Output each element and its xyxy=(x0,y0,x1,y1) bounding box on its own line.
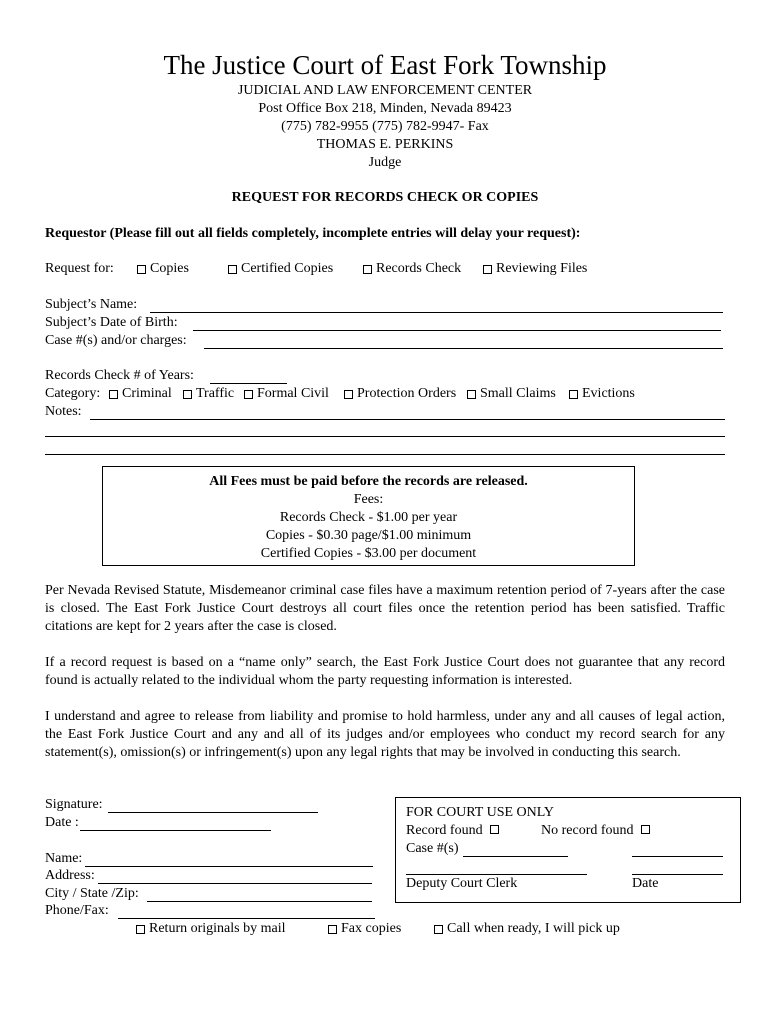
category-small-claims[interactable]: Small Claims xyxy=(467,386,556,402)
subject-dob-label: Subject’s Date of Birth: xyxy=(45,315,178,330)
request-option-records-check[interactable]: Records Check xyxy=(363,261,461,277)
form-heading: REQUEST FOR RECORDS CHECK OR COPIES xyxy=(231,190,539,205)
court-case-field[interactable] xyxy=(463,856,568,857)
date-label: Date : xyxy=(45,815,79,830)
signature-field[interactable] xyxy=(108,812,318,813)
deputy-signature-line[interactable] xyxy=(406,874,587,875)
record-found-option[interactable]: Record found xyxy=(406,823,503,839)
center-name: JUDICIAL AND LAW ENFORCEMENT CENTER xyxy=(237,83,533,98)
address-field[interactable] xyxy=(98,883,372,884)
request-option-reviewing-files[interactable]: Reviewing Files xyxy=(483,261,587,277)
checkbox[interactable] xyxy=(467,390,476,399)
checkbox[interactable] xyxy=(483,265,492,274)
category-traffic[interactable]: Traffic xyxy=(183,386,234,402)
date-field[interactable] xyxy=(80,830,271,831)
request-option-certified-copies[interactable]: Certified Copies xyxy=(228,261,333,277)
category-formal-civil[interactable]: Formal Civil xyxy=(244,386,329,402)
city-label: City / State /Zip: xyxy=(45,886,139,901)
subject-dob-field[interactable] xyxy=(193,330,721,331)
signature-label: Signature: xyxy=(45,797,103,812)
fee-records-check: Records Check - $1.00 per year xyxy=(279,510,458,525)
judge-name: THOMAS E. PERKINS xyxy=(316,137,454,152)
category-label: Category: xyxy=(45,386,101,401)
retention-paragraph: Per Nevada Revised Statute, Misdemeanor criminal case files have a maximum retention period of 7-years after the case is closed. The East Fork Justice Court destroys all court files once the retention period has been satisfied. Traffic citations are kept for 2 years after the case is closed. xyxy=(45,583,725,634)
checkbox[interactable] xyxy=(490,825,499,834)
checkbox[interactable] xyxy=(136,925,145,934)
checkbox[interactable] xyxy=(434,925,443,934)
request-option-copies[interactable]: Copies xyxy=(137,261,189,277)
court-date-label: Date xyxy=(632,876,659,891)
phone-label: Phone/Fax: xyxy=(45,903,109,918)
checkbox[interactable] xyxy=(228,265,237,274)
case-label: Case #(s) and/or charges: xyxy=(45,333,187,348)
name-label: Name: xyxy=(45,851,83,866)
fees-heading: All Fees must be paid before the records are released. xyxy=(209,474,528,489)
checkbox[interactable] xyxy=(569,390,578,399)
court-use-title: FOR COURT USE ONLY xyxy=(406,805,555,820)
checkbox[interactable] xyxy=(183,390,192,399)
delivery-fax-copies[interactable]: Fax copies xyxy=(328,921,401,937)
checkbox[interactable] xyxy=(363,265,372,274)
records-years-label: Records Check # of Years: xyxy=(45,368,194,383)
delivery-return-by-mail[interactable]: Return originals by mail xyxy=(136,921,285,937)
category-protection-orders[interactable]: Protection Orders xyxy=(344,386,456,402)
court-date-line[interactable] xyxy=(632,874,723,875)
deputy-label: Deputy Court Clerk xyxy=(406,876,518,891)
release-paragraph: I understand and agree to release from liability and promise to hold harmless, under any and all causes of legal action, the East Fork Justice Court and any and all of its judges and/or employees who conduct my record search for any statement(s), omission(s) or infringement(s) upon any legal rights that may be involved in conducting this search. xyxy=(45,709,725,760)
checkbox[interactable] xyxy=(137,265,146,274)
notes-line-3[interactable] xyxy=(45,454,725,455)
court-use-box xyxy=(395,797,741,903)
subject-name-label: Subject’s Name: xyxy=(45,297,138,312)
judge-title: Judge xyxy=(368,155,402,170)
checkbox[interactable] xyxy=(109,390,118,399)
city-field[interactable] xyxy=(147,901,372,902)
court-case-field-2[interactable] xyxy=(632,856,723,857)
fee-certified-copies: Certified Copies - $3.00 per document xyxy=(260,546,477,561)
fee-copies: Copies - $0.30 page/$1.00 minimum xyxy=(265,528,472,543)
records-years-field[interactable] xyxy=(210,383,287,384)
requestor-instructions: Requestor (Please fill out all fields completely, incomplete entries will delay your request): xyxy=(45,226,581,241)
checkbox[interactable] xyxy=(244,390,253,399)
notes-line-1[interactable] xyxy=(90,419,725,420)
case-field[interactable] xyxy=(204,348,723,349)
court-case-label: Case #(s) xyxy=(406,841,459,856)
checkbox[interactable] xyxy=(344,390,353,399)
no-record-found-option[interactable]: No record found xyxy=(541,823,654,839)
subject-name-field[interactable] xyxy=(150,312,723,313)
request-for-label: Request for: xyxy=(45,261,114,276)
notes-label: Notes: xyxy=(45,404,82,419)
address-label: Address: xyxy=(45,868,95,883)
category-evictions[interactable]: Evictions xyxy=(569,386,635,402)
court-title: The Justice Court of East Fork Township xyxy=(163,50,607,80)
name-only-paragraph: If a record request is based on a “name only” search, the East Fork Justice Court does not guarantee that any record found is actually related to the individual whom the party requesting information is interested. xyxy=(45,655,725,688)
court-address: Post Office Box 218, Minden, Nevada 89423 xyxy=(258,101,512,116)
name-field[interactable] xyxy=(85,866,373,867)
checkbox[interactable] xyxy=(328,925,337,934)
fees-box xyxy=(102,466,635,566)
checkbox[interactable] xyxy=(641,825,650,834)
phone-field[interactable] xyxy=(118,918,375,919)
court-phone: (775) 782-9955 (775) 782-9947- Fax xyxy=(281,119,489,134)
category-criminal[interactable]: Criminal xyxy=(109,386,172,402)
fees-label: Fees: xyxy=(353,492,384,507)
notes-line-2[interactable] xyxy=(45,436,725,437)
delivery-call-when-ready[interactable]: Call when ready, I will pick up xyxy=(434,921,620,937)
